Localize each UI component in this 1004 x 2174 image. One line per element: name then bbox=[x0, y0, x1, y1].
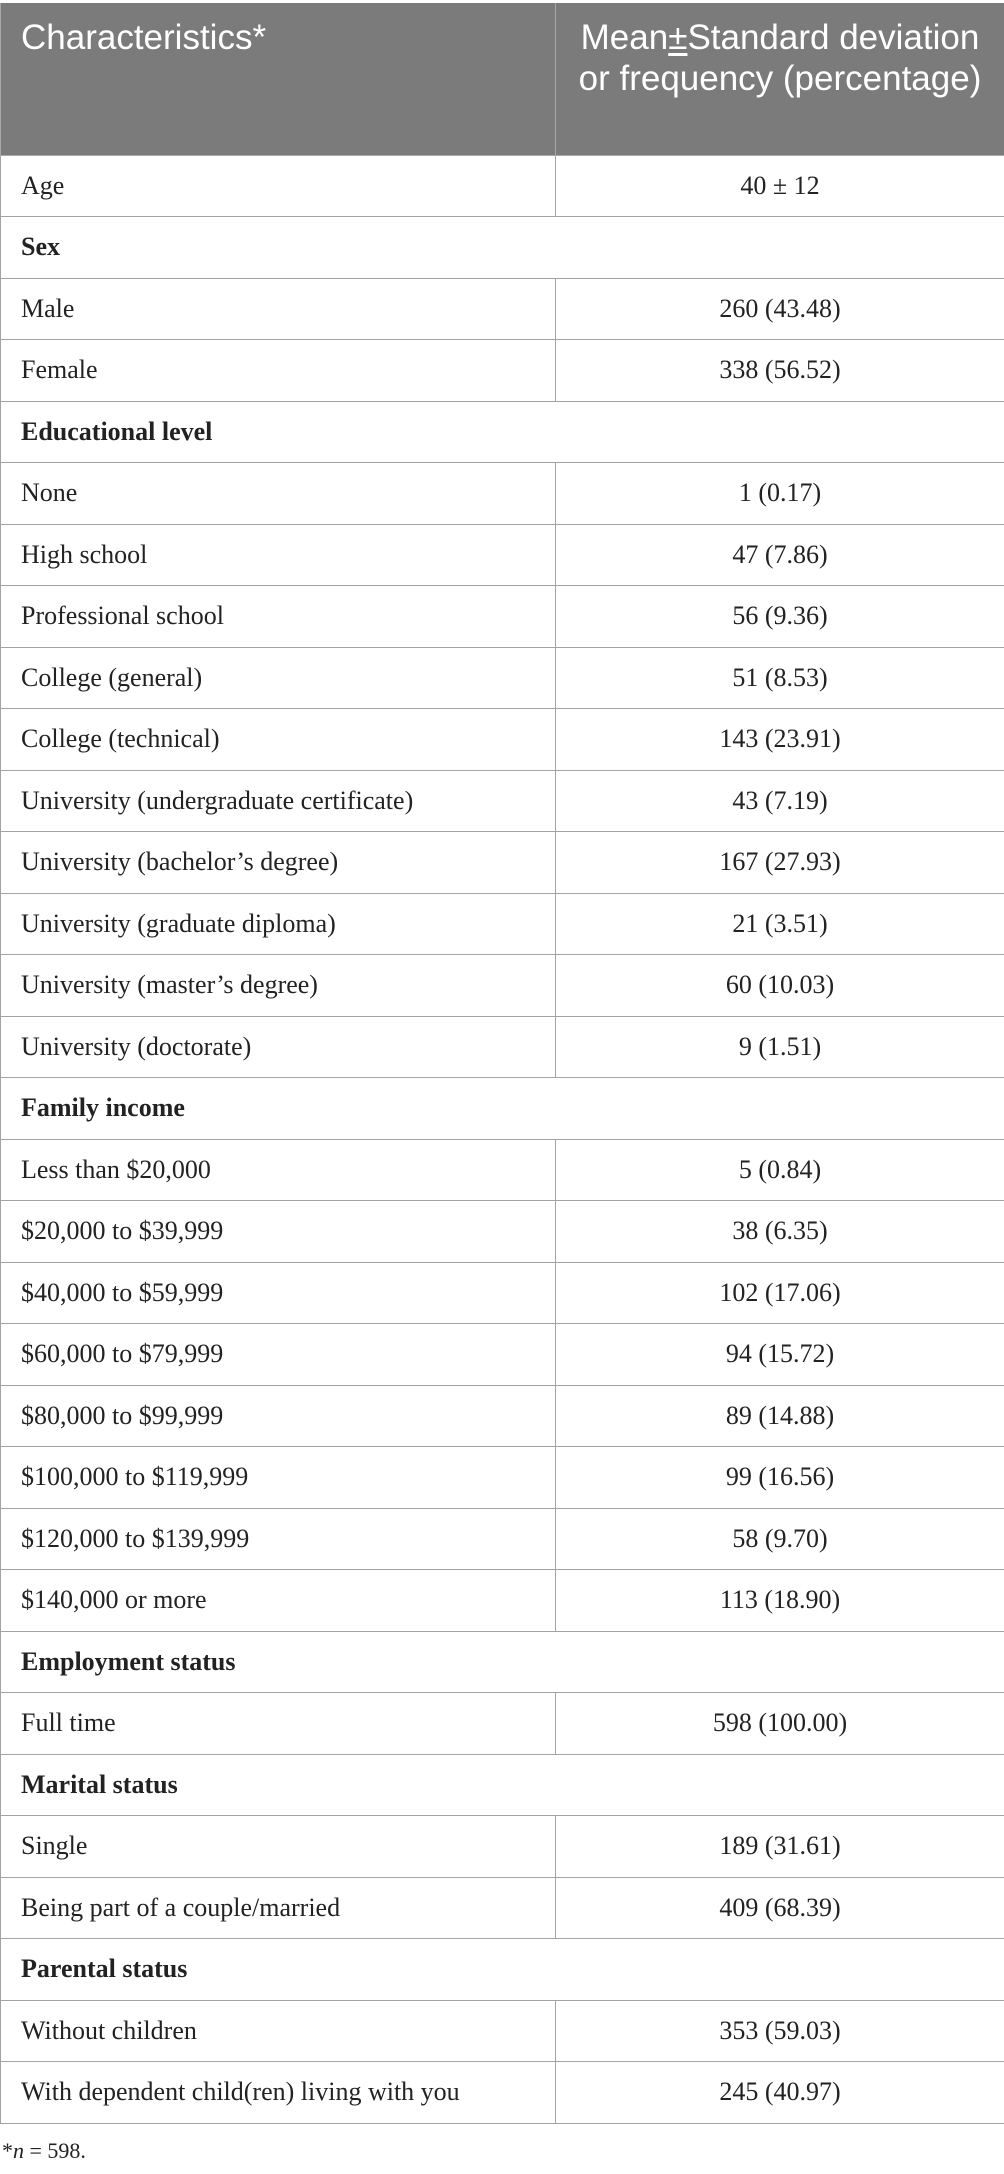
table-row bbox=[1, 1324, 1004, 1386]
row-label: $40,000 to $59,999 bbox=[1, 1262, 556, 1324]
table-row bbox=[1, 893, 1004, 955]
section-heading: Parental status bbox=[1, 1939, 1004, 2001]
row-value: 51 (8.53) bbox=[556, 647, 1004, 709]
table-row bbox=[1, 1201, 1004, 1263]
table-header-row bbox=[1, 3, 1004, 155]
row-label: University (bachelor’s degree) bbox=[1, 832, 556, 894]
row-value: 60 (10.03) bbox=[556, 955, 1004, 1017]
header-sd-text: Standard deviation or frequency (percentage) bbox=[578, 18, 982, 98]
row-label: Being part of a couple/married bbox=[1, 1877, 556, 1939]
row-value: 47 (7.86) bbox=[556, 524, 1004, 586]
footnote-variable: n bbox=[13, 2137, 24, 2163]
characteristics-table bbox=[0, 3, 1004, 2124]
table-row bbox=[1, 463, 1004, 525]
row-label: With dependent child(ren) living with you bbox=[1, 2062, 556, 2124]
row-label: $100,000 to $119,999 bbox=[1, 1447, 556, 1509]
table-container bbox=[0, 3, 1004, 2164]
section-heading: Educational level bbox=[1, 401, 1004, 463]
table-footnote bbox=[2, 2138, 1004, 2164]
row-value: 38 (6.35) bbox=[556, 1201, 1004, 1263]
row-value: 89 (14.88) bbox=[556, 1385, 1004, 1447]
row-value: 167 (27.93) bbox=[556, 832, 1004, 894]
row-value: 9 (1.51) bbox=[556, 1016, 1004, 1078]
section-heading: Sex bbox=[1, 217, 1004, 279]
row-value: 56 (9.36) bbox=[556, 586, 1004, 648]
table-row bbox=[1, 1877, 1004, 1939]
table-row bbox=[1, 278, 1004, 340]
row-value: 58 (9.70) bbox=[556, 1508, 1004, 1570]
row-label: Male bbox=[1, 278, 556, 340]
section-row bbox=[1, 1939, 1004, 2001]
table-row bbox=[1, 340, 1004, 402]
row-value: 143 (23.91) bbox=[556, 709, 1004, 771]
row-label: Single bbox=[1, 1816, 556, 1878]
row-label: $20,000 to $39,999 bbox=[1, 1201, 556, 1263]
table-row bbox=[1, 155, 1004, 217]
table-row bbox=[1, 1816, 1004, 1878]
table-row bbox=[1, 1262, 1004, 1324]
row-value: 1 (0.17) bbox=[556, 463, 1004, 525]
row-label: $140,000 or more bbox=[1, 1570, 556, 1632]
row-value: 245 (40.97) bbox=[556, 2062, 1004, 2124]
row-value: 43 (7.19) bbox=[556, 770, 1004, 832]
row-label: Female bbox=[1, 340, 556, 402]
table-row bbox=[1, 832, 1004, 894]
row-label: None bbox=[1, 463, 556, 525]
row-value: 40 ± 12 bbox=[556, 155, 1004, 217]
row-value: 94 (15.72) bbox=[556, 1324, 1004, 1386]
header-mean-sd bbox=[556, 3, 1004, 155]
row-value: 21 (3.51) bbox=[556, 893, 1004, 955]
table-body bbox=[1, 155, 1004, 2123]
section-row bbox=[1, 401, 1004, 463]
header-mean-text: Mean bbox=[580, 18, 669, 57]
row-label: $60,000 to $79,999 bbox=[1, 1324, 556, 1386]
row-label: $120,000 to $139,999 bbox=[1, 1508, 556, 1570]
row-value: 113 (18.90) bbox=[556, 1570, 1004, 1632]
section-heading: Family income bbox=[1, 1078, 1004, 1140]
row-label: Full time bbox=[1, 1693, 556, 1755]
footnote-mark: * bbox=[2, 2137, 13, 2163]
section-row bbox=[1, 1078, 1004, 1140]
section-heading: Marital status bbox=[1, 1754, 1004, 1816]
row-label: University (undergraduate certificate) bbox=[1, 770, 556, 832]
table-row bbox=[1, 1139, 1004, 1201]
row-label: University (doctorate) bbox=[1, 1016, 556, 1078]
row-label: Professional school bbox=[1, 586, 556, 648]
row-label: College (technical) bbox=[1, 709, 556, 771]
section-heading: Employment status bbox=[1, 1631, 1004, 1693]
row-value: 338 (56.52) bbox=[556, 340, 1004, 402]
table-row bbox=[1, 2000, 1004, 2062]
section-row bbox=[1, 1754, 1004, 1816]
row-label: High school bbox=[1, 524, 556, 586]
table-row bbox=[1, 1385, 1004, 1447]
row-value: 598 (100.00) bbox=[556, 1693, 1004, 1755]
section-row bbox=[1, 217, 1004, 279]
row-label: College (general) bbox=[1, 647, 556, 709]
row-value: 260 (43.48) bbox=[556, 278, 1004, 340]
row-label: University (master’s degree) bbox=[1, 955, 556, 1017]
table-row bbox=[1, 1016, 1004, 1078]
row-value: 353 (59.03) bbox=[556, 2000, 1004, 2062]
row-label: University (graduate diploma) bbox=[1, 893, 556, 955]
table-row bbox=[1, 709, 1004, 771]
table-row bbox=[1, 2062, 1004, 2124]
row-label: $80,000 to $99,999 bbox=[1, 1385, 556, 1447]
row-label: Without children bbox=[1, 2000, 556, 2062]
row-label: Less than $20,000 bbox=[1, 1139, 556, 1201]
table-row bbox=[1, 1693, 1004, 1755]
section-row bbox=[1, 1631, 1004, 1693]
table-row bbox=[1, 647, 1004, 709]
row-label: Age bbox=[1, 155, 556, 217]
header-characteristics: Characteristics* bbox=[1, 3, 556, 155]
row-value: 189 (31.61) bbox=[556, 1816, 1004, 1878]
table-row bbox=[1, 770, 1004, 832]
table-row bbox=[1, 955, 1004, 1017]
footnote-text: = 598. bbox=[24, 2137, 86, 2163]
table-row bbox=[1, 586, 1004, 648]
row-value: 5 (0.84) bbox=[556, 1139, 1004, 1201]
header-plus-minus: ± bbox=[668, 18, 688, 57]
row-value: 99 (16.56) bbox=[556, 1447, 1004, 1509]
table-row bbox=[1, 1508, 1004, 1570]
table-row bbox=[1, 1570, 1004, 1632]
row-value: 409 (68.39) bbox=[556, 1877, 1004, 1939]
table-row bbox=[1, 1447, 1004, 1509]
table-row bbox=[1, 524, 1004, 586]
row-value: 102 (17.06) bbox=[556, 1262, 1004, 1324]
